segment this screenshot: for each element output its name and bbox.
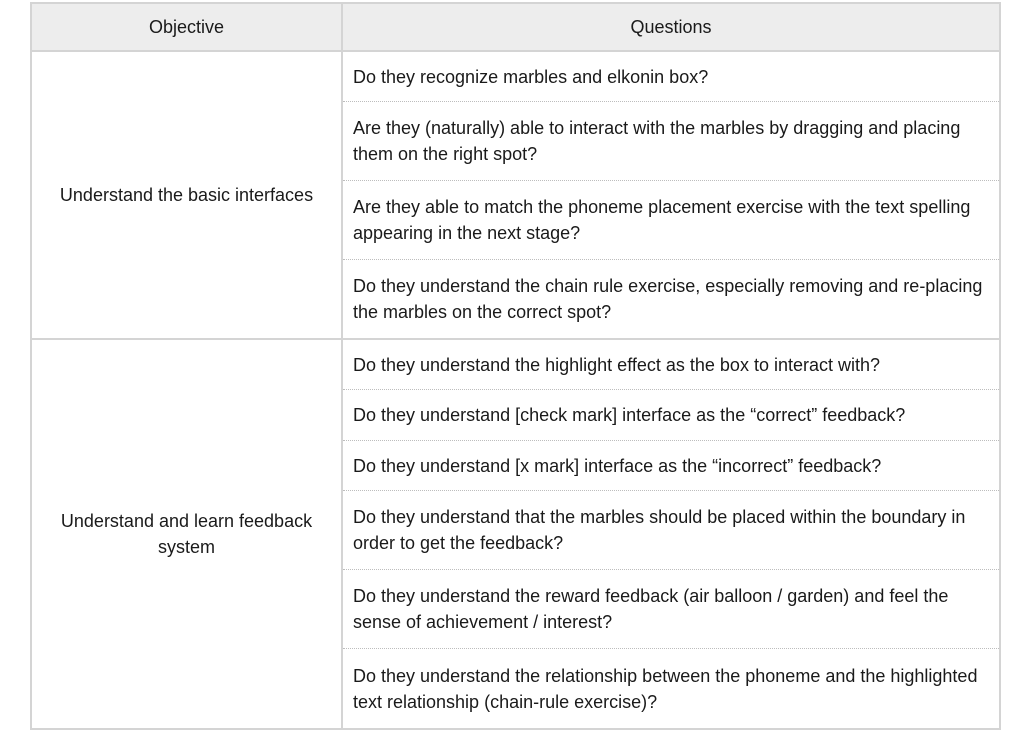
question-item: Do they understand that the marbles should be placed within the boundary in order to get the feedback?	[343, 491, 999, 570]
objectives-questions-table-wrapper	[30, 2, 999, 730]
question-item: Do they understand the highlight effect as the box to interact with?	[343, 340, 999, 390]
question-item: Do they understand [x mark] interface as the “incorrect” feedback?	[343, 441, 999, 491]
question-item: Do they understand the chain rule exercise, especially removing and re-placing the marbles on the correct spot?	[353, 276, 983, 322]
question-item: Do they understand [check mark] interface as the “correct” feedback?	[343, 390, 999, 441]
question-list	[343, 340, 999, 728]
question-item: Are they able to match the phoneme placement exercise with the text spelling appearing in the next stage?	[343, 181, 999, 260]
question-list	[343, 52, 999, 338]
question-item: Do they understand the reward feedback (air balloon / garden) and feel the sense of achievement / interest?	[343, 570, 999, 649]
questions-cell	[342, 51, 1000, 339]
question-item: Are they (naturally) able to interact with the marbles by dragging and placing them on the right spot?	[343, 102, 999, 181]
header-row	[31, 3, 1000, 51]
questions-cell	[342, 339, 1000, 729]
objective-column-header: Objective	[31, 3, 342, 51]
questions-column-header: Questions	[342, 3, 1000, 51]
objectives-questions-table	[30, 2, 1001, 730]
table-row	[31, 339, 1000, 729]
question-item: Do they understand the relationship between the phoneme and the highlighted text relationship (chain-rule exercise)?	[353, 665, 978, 712]
objective-cell: Understand the basic interfaces	[31, 51, 342, 339]
question-item: Do they recognize marbles and elkonin box?	[343, 52, 999, 102]
objective-cell: Understand and learn feedback system	[31, 339, 342, 729]
table-row	[31, 51, 1000, 339]
